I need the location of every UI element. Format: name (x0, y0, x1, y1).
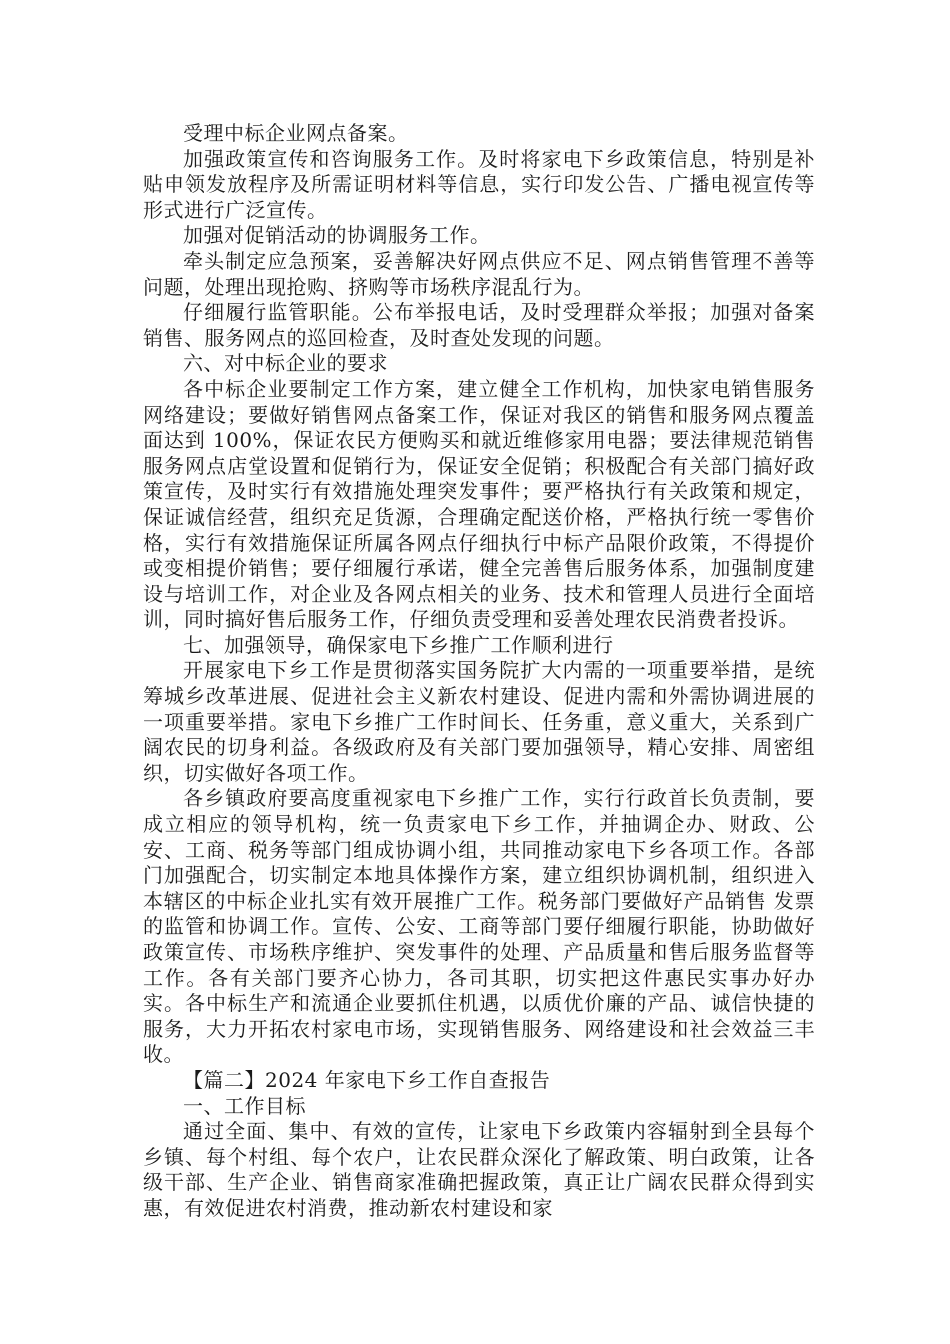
paragraph: 加强政策宣传和咨询服务工作。及时将家电下乡政策信息，特别是补贴申领发放程序及所需证明材料等信息，实行印发公告、广播电视宣传等形式进行广泛宣传。 (143, 146, 815, 222)
article-title: 【篇二】2024 年家电下乡工作自查报告 (183, 1067, 551, 1092)
paragraph: 仔细履行监管职能。公布举报电话，及时受理群众举报；加强对备案销售、服务网点的巡回检查，及时查处发现的问题。 (143, 300, 815, 350)
paragraph: 各中标企业要制定工作方案，建立健全工作机构，加快家电销售服务网络建设；要做好销售网点备案工作，保证对我区的销售和服务网点覆盖面达到 100%，保证农民方便购买和就近维修家用电器；要法律规范销售服务网点店堂设置和促销行为，保证安全促销；积极配合有关部门搞好政策宣传，及时实行有效措施处理突发事件；要严格执行有关政策和规定，保证诚信经营，组织充足货源，合理确定配送价格，严格执行统一零售价格，实行有效措施保证所属各网点仔细执行中标产品限价政策，不得提价或变相提价销售；要仔细履行承诺，健全完善售后服务体系，加强制度建设与培训工作，对企业及各网点相关的业务、技术和管理人员进行全面培训，同时搞好售后服务工作，仔细负责受理和妥善处理农民消费者投诉。 (143, 376, 815, 632)
section-heading: 一、工作目标 (183, 1093, 306, 1118)
paragraph: 牵头制定应急预案，妥善解决好网点供应不足、网点销售管理不善等问题，处理出现抢购、挤购等市场秩序混乱行为。 (143, 248, 815, 299)
paragraph: 各乡镇政府要高度重视家电下乡推广工作，实行行政首长负责制，要成立相应的领导机构，统一负责家电下乡工作，并抽调企办、财政、公安、工商、税务等部门组成协调小组，共同推动家电下乡各项工作。各部门加强配合，切实制定本地具体操作方案，建立组织协调机制，组织进入本辖区的中标企业扎实有效开展推广工作。税务部门要做好产品销售 发票的监管和协调工作。宣传、公安、工商等部门要仔细履行职能，协助做好政策宣传、市场秩序维护、突发事件的处理、产品质量和售后服务监督等工作。各有关部门要齐心协力，各司其职，切实把这件惠民实事办好办实。各中标生产和流通企业要抓住机遇，以质优价廉的产品、诚信快捷的服务，大力开拓农村家电市场，实现销售服务、网络建设和社会效益三丰收。 (143, 786, 815, 1067)
section-heading: 六、对中标企业的要求 (183, 351, 388, 376)
paragraph: 受理中标企业网点备案。 (183, 121, 409, 145)
paragraph: 加强对促销活动的协调服务工作。 (183, 223, 491, 248)
paragraph: 开展家电下乡工作是贯彻落实国务院扩大内需的一项重要举措，是统筹城乡改革进展、促进社会主义新农村建设、促进内需和外需协调进展的一项重要举措。家电下乡推广工作时间长、任务重，意义重大，关系到广阔农民的切身利益。各级政府及有关部门要加强领导，精心安排、周密组织，切实做好各项工作。 (143, 658, 815, 785)
paragraph: 通过全面、集中、有效的宣传，让家电下乡政策内容辐射到全县每个乡镇、每个村组、每个农户，让农民群众深化了解政策、明白政策，让各级干部、生产企业、销售商家准确把握政策，真正让广阔农民群众得到实惠，有效促进农村消费，推动新农村建设和家 (143, 1119, 815, 1220)
document-body (143, 121, 815, 1222)
section-heading: 七、加强领导，确保家电下乡推广工作顺利进行 (183, 632, 614, 657)
